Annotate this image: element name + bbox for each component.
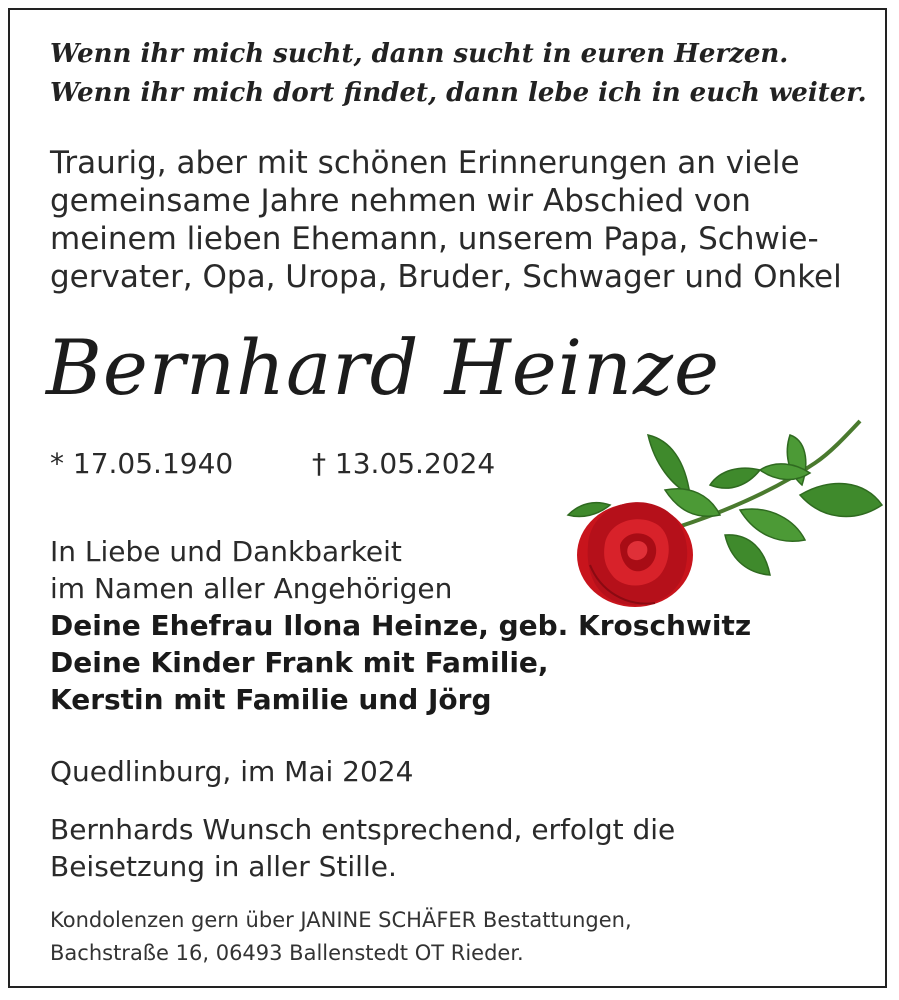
children-names: Deine Kinder Frank mit Familie,: [50, 646, 549, 679]
deceased-name: Bernhard Heinze: [46, 323, 721, 412]
intro-line: gemeinsame Jahre nehmen wir Abschied von: [50, 183, 751, 219]
spouse-name: Deine Ehefrau Ilona Heinze, geb. Kroschwitz: [50, 609, 752, 642]
intro-line: meinem lieben Ehemann, unserem Papa, Schwie-: [50, 221, 819, 257]
motto-line: Wenn ihr mich sucht, dann sucht in euren Herzen.: [50, 39, 789, 69]
signers-line: im Namen aller Angehörigen: [50, 572, 453, 605]
signers-block: [50, 533, 751, 718]
death-date: † 13.05.2024: [312, 447, 496, 480]
condolence-contact: [50, 904, 632, 970]
place-date: Quedlinburg, im Mai 2024: [50, 755, 414, 788]
motto-line: Wenn ihr mich dort findet, dann lebe ich in euch weiter.: [50, 78, 867, 108]
children-names: Kerstin mit Familie und Jörg: [50, 683, 492, 716]
birth-date: * 17.05.1940: [50, 447, 234, 480]
contact-line: Bachstraße 16, 06493 Ballenstedt OT Rieder.: [50, 941, 524, 965]
motto: [50, 35, 867, 113]
funeral-note: [50, 811, 675, 885]
funeral-note-line: Beisetzung in aller Stille.: [50, 850, 397, 883]
signers-line: In Liebe und Dankbarkeit: [50, 535, 402, 568]
intro-text: [50, 144, 842, 296]
life-dates: [50, 446, 496, 482]
intro-line: Traurig, aber mit schönen Erinnerungen an viele: [50, 145, 800, 181]
contact-line: Kondolenzen gern über JANINE SCHÄFER Bestattungen,: [50, 908, 632, 932]
funeral-note-line: Bernhards Wunsch entsprechend, erfolgt die: [50, 813, 676, 846]
intro-line: gervater, Opa, Uropa, Bruder, Schwager und Onkel: [50, 259, 842, 295]
